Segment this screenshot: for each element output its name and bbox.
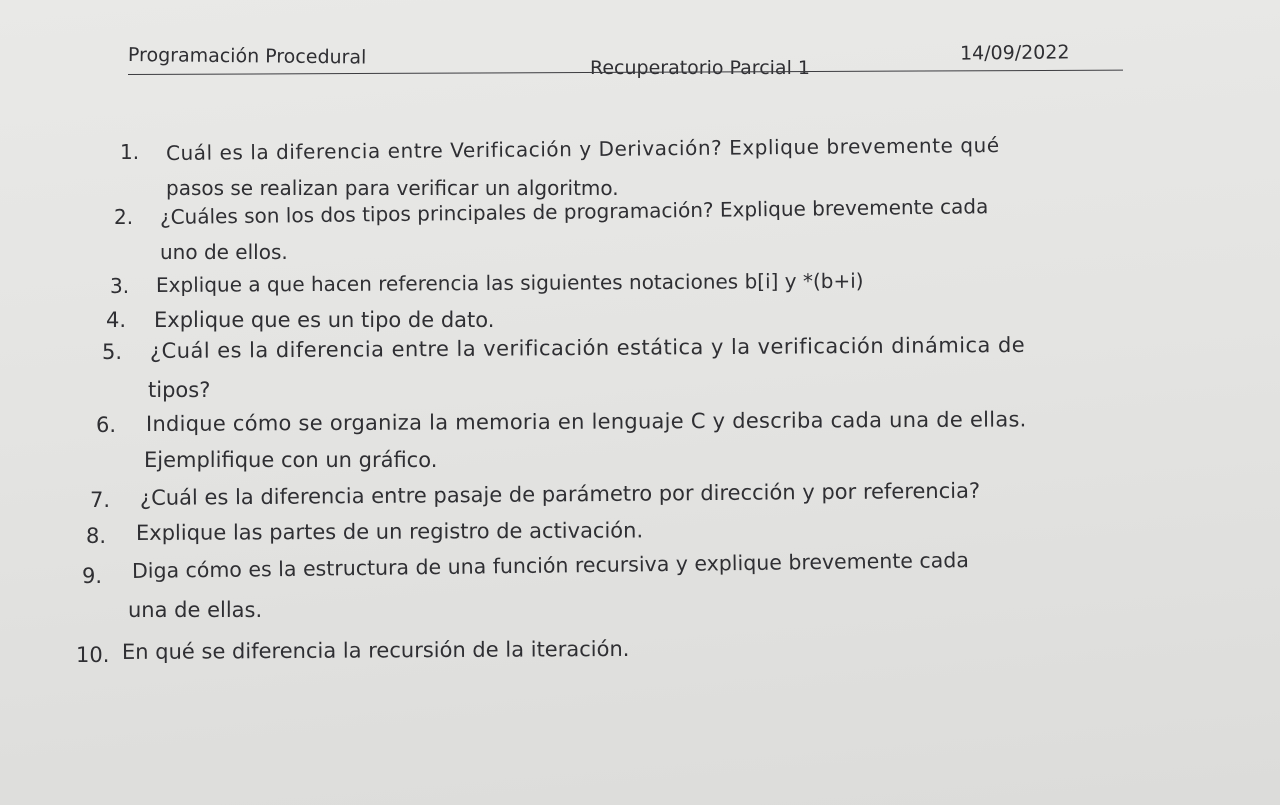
- question-9-number: 9.: [82, 564, 103, 588]
- question-8-number: 8.: [86, 524, 107, 548]
- question-3-line-1: Explique a que hacen referencia las siguientes notaciones b[i] y *(b+i): [155, 268, 864, 297]
- question-10-line-1: En qué se diferencia la recursión de la iteración.: [121, 636, 630, 664]
- question-1-number: 1.: [120, 140, 140, 164]
- question-5-number: 5.: [102, 340, 123, 364]
- question-9-line-2: una de ellas.: [128, 598, 263, 622]
- question-7-number: 7.: [90, 488, 111, 512]
- question-1-line-2: pasos se realizan para verificar un algoritmo.: [166, 176, 619, 200]
- question-1-line-1: Cuál es la diferencia entre Verificación y Derivación? Explique brevemente qué: [165, 132, 1000, 165]
- question-6-line-1: Indique cómo se organiza la memoria en lenguaje C y describa cada una de ellas.: [145, 407, 1027, 436]
- question-2-line-1: ¿Cuáles son los dos tipos principales de programación? Explique brevemente cada: [159, 194, 989, 229]
- question-4-line-1: Explique que es un tipo de dato.: [154, 308, 495, 332]
- question-2-line-2: uno de ellos.: [160, 240, 288, 264]
- exam-date: 14/09/2022: [959, 41, 1070, 65]
- question-2-number: 2.: [114, 205, 134, 229]
- question-9-line-1: Diga cómo es la estructura de una función recursiva y explique brevemente cada: [131, 548, 970, 583]
- question-7-line-1: ¿Cuál es la diferencia entre pasaje de parámetro por dirección y por referencia?: [139, 478, 981, 510]
- question-6-number: 6.: [96, 413, 117, 437]
- exam-title: Recuperatorio Parcial 1: [590, 57, 810, 79]
- question-8-line-1: Explique las partes de un registro de activación.: [135, 518, 644, 545]
- question-5-line-2: tipos?: [148, 378, 211, 402]
- exam-header: [128, 40, 1123, 84]
- question-3-number: 3.: [110, 274, 130, 298]
- question-6-line-2: Ejemplifique con un gráfico.: [144, 448, 438, 472]
- course-title: Programación Procedural: [127, 44, 367, 69]
- question-4-number: 4.: [106, 308, 127, 332]
- question-5-line-1: ¿Cuál es la diferencia entre la verificación estática y la verificación dinámica de: [149, 332, 1026, 363]
- question-10-number: 10.: [76, 643, 110, 667]
